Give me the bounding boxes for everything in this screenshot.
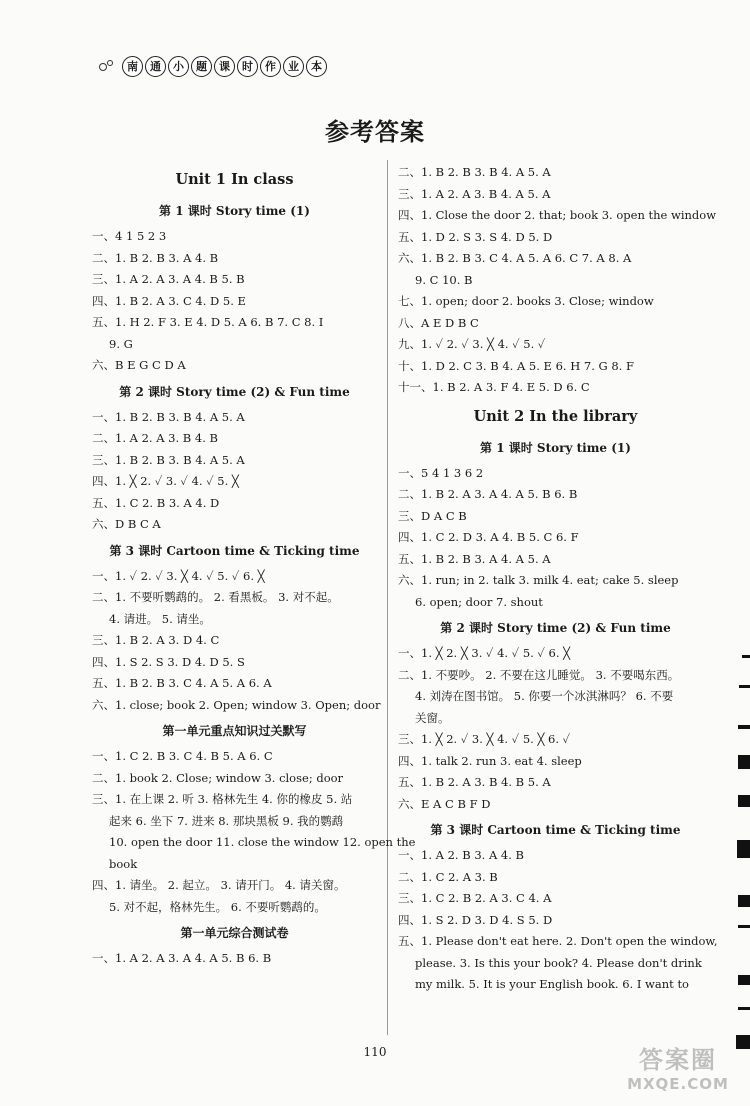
- answer-line: 六、1. run; in 2. talk 3. milk 4. eat; cake 5. sleep: [398, 573, 679, 587]
- unit-heading: Unit 2 In the library: [473, 407, 638, 425]
- answer-line: 一、1. ✓ 2. ✓ 3. ╳ 4. ✓ 5. ✓ 6. ╳: [92, 568, 265, 583]
- answer-line: 四、1. ╳ 2. ✓ 3. ✓ 4. ✓ 5. ╳: [92, 474, 239, 488]
- answer-line: 四、1. Close the door 2. that; book 3. open the window: [398, 208, 717, 222]
- lesson-heading: 第一单元综合测试卷: [180, 926, 289, 940]
- answer-line: 五、1. C 2. B 3. A 4. D: [92, 495, 220, 510]
- answer-line: 一、1. C 2. B 3. C 4. B 5. A 6. C: [92, 749, 273, 763]
- logo-char: 作: [260, 56, 281, 77]
- answer-line: 三、1. A 2. A 3. B 4. A 5. A: [398, 186, 551, 201]
- answer-line-continued: 5. 对不起，格林先生。 6. 不要听鹦鹉的。: [109, 899, 326, 914]
- lesson-heading: 第一单元重点知识过关默写: [162, 724, 307, 738]
- page-title: 参考答案: [325, 117, 425, 146]
- logo-swirl-icon: [98, 59, 116, 73]
- answer-line: 六、1. B 2. B 3. C 4. A 5. A 6. C 7. A 8. A: [398, 251, 632, 265]
- answer-line-continued: my milk. 5. It is your English book. 6. I want to: [415, 977, 689, 991]
- answer-line-continued: 6. open; door 7. shout: [415, 594, 543, 609]
- logo-char: 本: [306, 56, 327, 77]
- answer-line: 三、1. 在上课 2. 听 3. 格林先生 4. 你的橡皮 5. 站: [92, 792, 353, 806]
- answer-line: 四、1. C 2. D 3. A 4. B 5. C 6. F: [398, 530, 579, 544]
- answer-line: 三、1. B 2. A 3. D 4. C: [92, 633, 220, 647]
- answer-line: 五、1. B 2. A 3. B 4. B 5. A: [398, 775, 551, 789]
- answer-line-continued: 9. C 10. B: [415, 272, 473, 287]
- answer-line: 八、A E D B C: [398, 315, 479, 330]
- answer-line-continued: book: [109, 856, 138, 871]
- logo-char-row: [122, 56, 327, 77]
- answer-line: 二、1. B 2. B 3. B 4. A 5. A: [398, 165, 551, 179]
- answer-line: 三、D A C B: [398, 508, 467, 523]
- watermark-top-text: 答案圈: [639, 1046, 717, 1074]
- answer-line: 十、1. D 2. C 3. B 4. A 5. E 6. H 7. G 8. F: [398, 358, 634, 373]
- answer-line: 二、1. B 2. B 3. A 4. B: [92, 250, 219, 265]
- answer-line: 三、1. B 2. B 3. B 4. A 5. A: [92, 452, 245, 467]
- answer-line: 二、1. B 2. A 3. A 4. A 5. B 6. B: [398, 487, 578, 501]
- lesson-heading: 第 2 课时 Story time (2) & Fun time: [119, 384, 350, 399]
- answer-line: 一、4 1 5 2 3: [92, 229, 167, 243]
- answer-line: 二、1. A 2. A 3. B 4. B: [92, 431, 218, 445]
- lesson-heading: 第 2 课时 Story time (2) & Fun time: [440, 621, 671, 635]
- answer-line: 十一、1. B 2. A 3. F 4. E 5. D 6. C: [398, 380, 590, 394]
- answer-line: 四、1. talk 2. run 3. eat 4. sleep: [398, 753, 582, 768]
- answer-line-continued: 9. G: [109, 336, 133, 351]
- column-divider: [387, 160, 388, 1035]
- page-number-text: 110: [363, 1045, 387, 1059]
- answer-line: 一、1. ╳ 2. ╳ 3. ✓ 4. ✓ 5. ✓ 6. ╳: [398, 646, 571, 660]
- answer-line: 六、E A C B F D: [398, 796, 491, 811]
- lesson-heading: 第 1 课时 Story time (1): [480, 440, 631, 455]
- answer-line: 二、1. C 2. A 3. B: [398, 869, 498, 884]
- answer-line: 三、1. C 2. B 2. A 3. C 4. A: [398, 891, 552, 905]
- answer-line: 七、1. open; door 2. books 3. Close; window: [398, 294, 654, 308]
- answer-line: 一、1. A 2. A 3. A 4. A 5. B 6. B: [92, 951, 272, 965]
- answer-line: 三、1. ╳ 2. ✓ 3. ╳ 4. ✓ 5. ╳ 6. ✓: [398, 732, 571, 746]
- answer-line-continued: 关窗。: [415, 710, 450, 725]
- site-watermark: [612, 1040, 744, 1102]
- answer-line: 五、1. H 2. F 3. E 4. D 5. A 6. B 7. C 8. I: [92, 315, 324, 329]
- answer-line: 四、1. S 2. D 3. D 4. S 5. D: [398, 912, 553, 927]
- lesson-heading: 第 1 课时 Story time (1): [159, 204, 310, 218]
- logo-char: 题: [191, 56, 212, 77]
- answer-line: 六、B E G C D A: [92, 358, 186, 372]
- answer-line: 二、1. 不要听鹦鹉的。 2. 看黑板。 3. 对不起。: [92, 590, 339, 604]
- answer-line-continued: please. 3. Is this your book? 4. Please don't drink: [415, 955, 702, 970]
- watermark-bottom-text: MXQE.COM: [627, 1075, 729, 1093]
- answer-line: 二、1. 不要吵。 2. 不要在这儿睡觉。 3. 不要喝东西。: [398, 667, 680, 682]
- answer-line: 一、1. A 2. B 3. A 4. B: [398, 848, 524, 862]
- lesson-heading: 第 3 课时 Cartoon time & Ticking time: [430, 823, 681, 837]
- logo-char: 小: [168, 56, 189, 77]
- answer-line-continued: 10. open the door 11. close the window 12. open the: [109, 835, 416, 849]
- right-column: [398, 162, 718, 996]
- logo-char: 时: [237, 56, 258, 77]
- unit-heading: Unit 1 In class: [175, 171, 294, 188]
- answer-line: 五、1. Please don't eat here. 2. Don't open the window,: [398, 934, 718, 948]
- page-edge-marks: [736, 655, 750, 1055]
- answer-line: 九、1. ✓ 2. ✓ 3. ╳ 4. ✓ 5. ✓: [398, 337, 546, 351]
- answer-line: 五、1. D 2. S 3. S 4. D 5. D: [398, 229, 553, 244]
- logo-char: 课: [214, 56, 235, 77]
- answer-line: 二、1. book 2. Close; window 3. close; door: [92, 770, 344, 785]
- answer-line: 五、1. B 2. B 3. A 4. A 5. A: [398, 551, 551, 566]
- answer-line: 四、1. 请坐。 2. 起立。 3. 请开门。 4. 请关窗。: [92, 878, 346, 892]
- answer-line-continued: 4. 刘涛在图书馆。 5. 你要一个冰淇淋吗？ 6. 不要: [415, 689, 674, 703]
- answer-line: 一、5 4 1 3 6 2: [398, 465, 484, 480]
- left-column: [92, 162, 416, 970]
- answer-line: 三、1. A 2. A 3. A 4. B 5. B: [92, 272, 245, 286]
- logo-char: 通: [145, 56, 166, 77]
- answer-line-continued: 起来 6. 坐下 7. 进来 8. 那块黑板 9. 我的鹦鹉: [109, 813, 344, 828]
- logo-char: 业: [283, 56, 304, 77]
- answer-line: 一、1. B 2. B 3. B 4. A 5. A: [92, 409, 245, 424]
- answer-line: 六、D B C A: [92, 517, 161, 531]
- answer-line: 四、1. S 2. S 3. D 4. D 5. S: [92, 654, 245, 669]
- logo-char: 南: [122, 56, 143, 77]
- lesson-heading: 第 3 课时 Cartoon time & Ticking time: [109, 543, 360, 558]
- answer-line: 五、1. B 2. B 3. C 4. A 5. A 6. A: [92, 676, 272, 690]
- series-logo: [98, 52, 327, 80]
- answer-line: 四、1. B 2. A 3. C 4. D 5. E: [92, 293, 246, 308]
- answer-line: 六、1. close; book 2. Open; window 3. Open; door: [92, 697, 381, 712]
- answer-line-continued: 4. 请进。 5. 请坐。: [109, 611, 211, 626]
